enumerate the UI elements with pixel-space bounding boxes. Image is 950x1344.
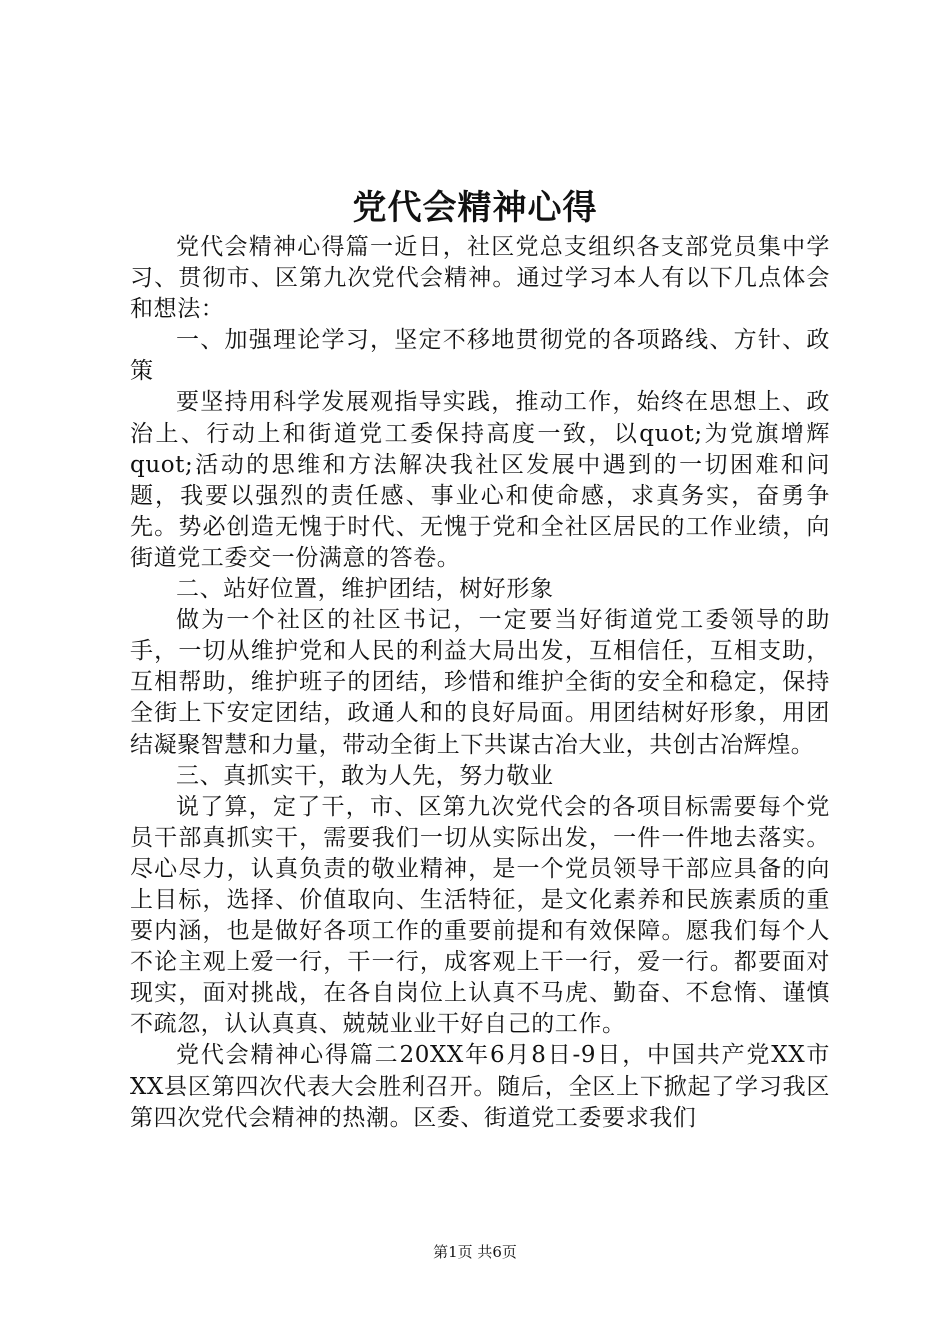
- section-heading-3: 三、真抓实干，敢为人先，努力敬业: [176, 762, 554, 789]
- paragraph-part-two: 党代会精神心得篇二20XX年6月8日-9日，中国共产党XX市XX县区第四次代表大会胜利召开。随后，全区上下掀起了学习我区第四次党代会精神的热潮。区委、街道党工委要求我们: [130, 1042, 830, 1131]
- paragraph-section-1: 要坚持用科学发展观指导实践，推动工作，始终在思想上、政治上、行动上和街道党工委保持高度一致，以quot;为党旗增辉quot;活动的思维和方法解决我社区发展中遇到的一切困难和问题，我要以强烈的责任感、事业心和使命感，求真务实，奋勇争先。势必创造无愧于时代、无愧于党和全社区居民的工作业绩，向街道党工委交一份满意的答卷。: [130, 389, 830, 571]
- paragraph-intro: 党代会精神心得篇一近日，社区党总支组织各支部党员集中学习、贯彻市、区第九次党代会精神。通过学习本人有以下几点体会和想法：: [130, 234, 830, 323]
- section-heading-2: 二、站好位置，维护团结，树好形象: [176, 576, 554, 603]
- page-footer: 第1页 共6页: [433, 1243, 517, 1261]
- document-title: 党代会精神心得: [352, 188, 598, 228]
- section-heading-1: 一、加强理论学习，坚定不移地贯彻党的各项路线、方针、政策: [130, 327, 830, 385]
- document-body: [130, 232, 830, 1134]
- paragraph-section-2: 做为一个社区的社区书记，一定要当好街道党工委领导的助手，一切从维护党和人民的利益大局出发，互相信任，互相支助，互相帮助，维护班子的团结，珍惜和维护全街的安全和稳定，保持全街上下安定团结，政通人和的良好局面。用团结树好形象，用团结凝聚智慧和力量，带动全街上下共谋古冶大业，共创古冶辉煌。: [130, 607, 830, 758]
- paragraph-section-3: 说了算，定了干，市、区第九次党代会的各项目标需要每个党员干部真抓实干，需要我们一切从实际出发，一件一件地去落实。尽心尽力，认真负责的敬业精神，是一个党员领导干部应具备的向上目标，选择、价值取向、生活特征，是文化素养和民族素质的重要内涵，也是做好各项工作的重要前提和有效保障。愿我们每个人不论主观上爱一行，干一行，成客观上干一行，爱一行。都要面对现实，面对挑战，在各自岗位上认真不马虎、勤奋、不怠惰、谨慎不疏忽，认认真真、兢兢业业干好自己的工作。: [130, 793, 830, 1038]
